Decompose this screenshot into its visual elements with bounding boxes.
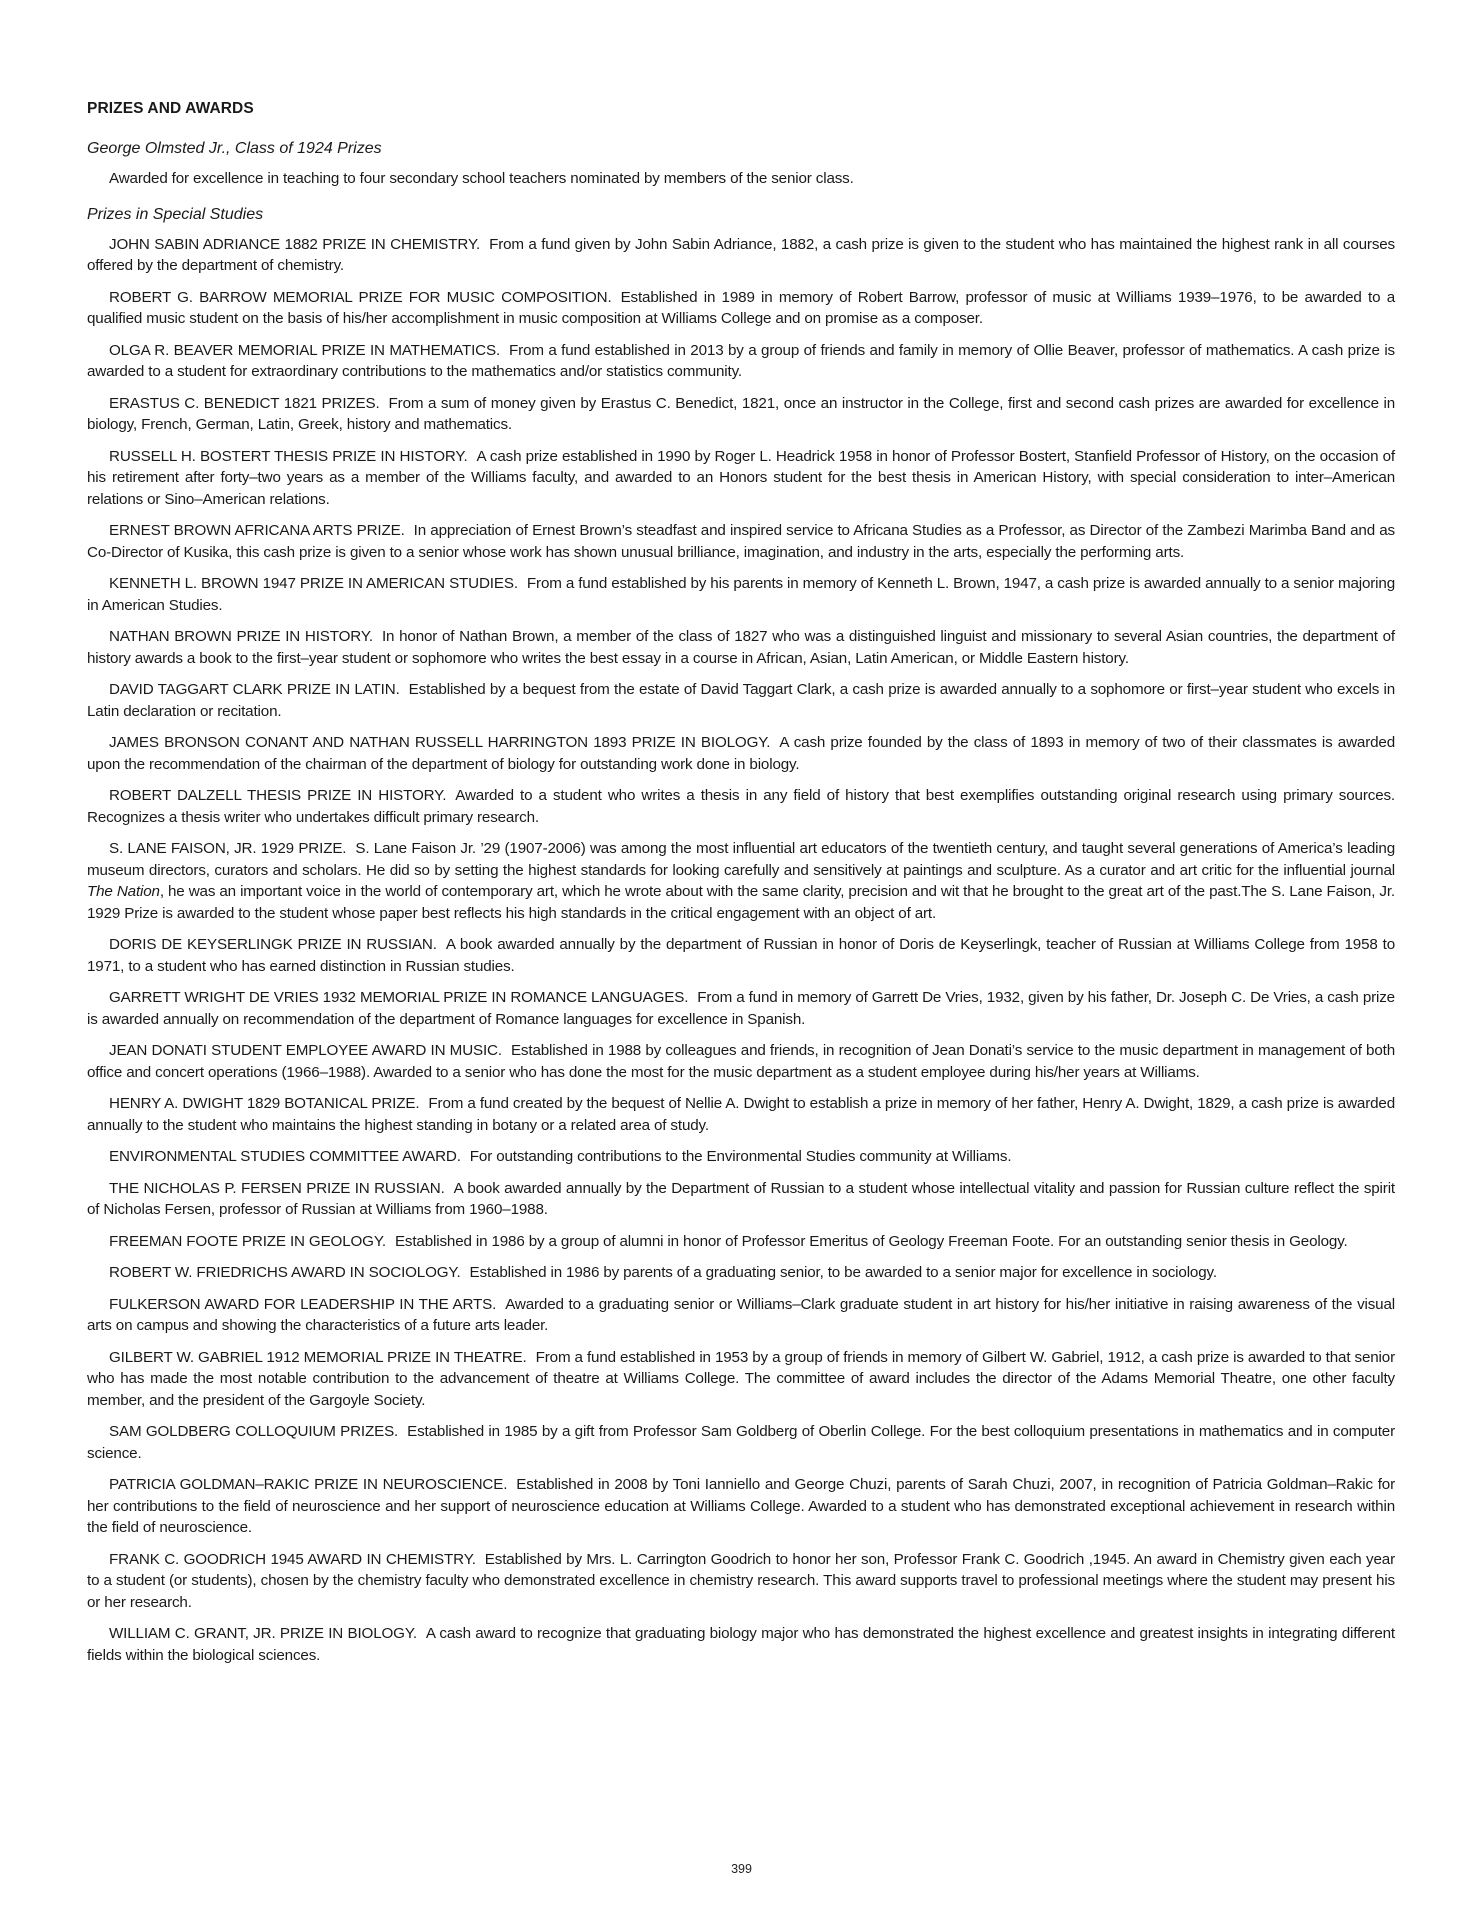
prize-name: HENRY A. DWIGHT 1829 BOTANICAL PRIZE.: [109, 1095, 420, 1112]
prize-name: DAVID TAGGART CLARK PRIZE IN LATIN.: [109, 681, 400, 698]
prize-entry: [87, 987, 1395, 1030]
prize-entry: [87, 679, 1395, 722]
section-title: PRIZES AND AWARDS: [87, 100, 254, 117]
prize-name: RUSSELL H. BOSTERT THESIS PRIZE IN HISTORY.: [109, 447, 468, 465]
prize-name: WILLIAM C. GRANT, JR. PRIZE IN BIOLOGY.: [109, 1625, 417, 1642]
prize-text: In honor of Nathan Brown, a member of the class of 1827 who was a distinguished linguist and missionary to several Asian countries, the department of history awards a book to the first–year student or sophomore who writes the best essay in a course in African, Asian, Latin American, or Middle Eastern history.: [87, 628, 1395, 667]
prize-text: Established in 1988 by colleagues and friends, in recognition of Jean Donati’s service to the music department in management of both office and concert operations (1966–1988). Awarded to a senior who has done the most for the music department as a student employee during his/her years at Williams.: [87, 1042, 1395, 1081]
prize-text: From a fund established in 2013 by a group of friends and family in memory of Ollie Beaver, professor of mathematics. A cash prize is awarded to a student for extraordinary contributions to the mathematics and/or statistics community.: [87, 341, 1395, 380]
prize-text: Established in 1986 by parents of a graduating senior, to be awarded to a senior major for excellence in sociology.: [469, 1264, 1217, 1281]
prize-text: Established in 1989 in memory of Robert Barrow, professor of music at Williams 1939–1976, to be awarded to a qualified music student on the basis of his/her accomplishment in music composition at Williams College and on promise as a composer.: [87, 288, 1395, 327]
prize-entry: [87, 785, 1395, 828]
prize-text: Awarded to a graduating senior or Williams–Clark graduate student in art history for his/her initiative in raising awareness of the visual arts on campus and showing the characteristics of a future arts leader.: [87, 1295, 1396, 1334]
prize-name: FREEMAN FOOTE PRIZE IN GEOLOGY.: [109, 1232, 386, 1250]
prize-entry: [87, 1347, 1395, 1412]
prize-text: From a fund created by the bequest of Nellie A. Dwight to establish a prize in memory of her father, Henry A. Dwight, 1829, a cash prize is awarded annually to the student who maintains the highest standing in botany or a related area of study.: [87, 1095, 1395, 1134]
prize-entry: [87, 340, 1395, 383]
prize-name: SAM GOLDBERG COLLOQUIUM PRIZES.: [109, 1423, 399, 1440]
prize-name: OLGA R. BEAVER MEMORIAL PRIZE IN MATHEMATICS.: [109, 341, 501, 359]
prize-text: Established by Mrs. L. Carrington Goodrich to honor her son, Professor Frank C. Goodrich ,1945. An award in Chemistry given each year to a student (or students), chosen by the chemistry faculty who demonstrated excellence in chemistry research. This award supports travel to professional meetings where the student may present his or her research.: [87, 1550, 1395, 1611]
prize-entry: [87, 1421, 1395, 1464]
prize-text: From a fund in memory of Garrett De Vries, 1932, given by his father, Dr. Joseph C. De Vries, a cash prize is awarded annually on recommendation of the department of Romance languages for excellence in Spanish.: [87, 989, 1395, 1028]
prize-name: PATRICIA GOLDMAN–RAKIC PRIZE IN NEUROSCIENCE.: [109, 1476, 508, 1493]
prize-text: From a sum of money given by Erastus C. Benedict, 1821, once an instructor in the College, first and second cash prizes are awarded for excellence in biology, French, German, Latin, Greek, history and mathematics.: [87, 394, 1396, 433]
prize-text: Established in 2008 by Toni Ianniello and George Chuzi, parents of Sarah Chuzi, 2007, in recognition of Patricia Goldman–Rakic for her contributions to the field of neuroscience and her support of neuroscience education at Williams College. Awarded to a student who has demonstrated exceptional achievement in research within the field of neuroscience.: [87, 1476, 1395, 1536]
prize-entry: [87, 446, 1395, 511]
prize-name: DORIS DE KEYSERLINGK PRIZE IN RUSSIAN.: [109, 936, 437, 953]
prize-name: ROBERT DALZELL THESIS PRIZE IN HISTORY.: [109, 787, 447, 804]
prize-entry: [87, 732, 1395, 775]
prize-text: Established by a bequest from the estate of David Taggart Clark, a cash prize is awarded annually to a sophomore or first–year student who excels in Latin declaration or recitation.: [87, 681, 1395, 720]
prize-entry: [87, 1262, 1395, 1284]
prize-entry: [87, 1231, 1395, 1253]
prize-name: ERASTUS C. BENEDICT 1821 PRIZES.: [109, 394, 380, 412]
olmsted-description: Awarded for excellence in teaching to four secondary school teachers nominated by members of the senior class.: [109, 170, 854, 187]
prize-name: GILBERT W. GABRIEL 1912 MEMORIAL PRIZE IN THEATRE.: [109, 1348, 527, 1366]
prize-text: A cash award to recognize that graduating biology major who has demonstrated the highest excellence and greatest insights in integrating different fields within the biological sciences.: [87, 1625, 1395, 1664]
prize-name: FRANK C. GOODRICH 1945 AWARD IN CHEMISTRY.: [109, 1550, 476, 1568]
prize-text: From a fund given by John Sabin Adriance, 1882, a cash prize is given to the student who has maintained the highest rank in all courses offered by the department of chemistry.: [87, 235, 1395, 274]
subhead-olmsted-prizes: George Olmsted Jr., Class of 1924 Prizes: [87, 140, 382, 157]
prize-name: JEAN DONATI STUDENT EMPLOYEE AWARD IN MUSIC.: [109, 1042, 502, 1059]
prize-entry: [87, 934, 1395, 977]
prize-entry: [87, 1474, 1395, 1539]
prize-text: A cash prize founded by the class of 1893 in memory of two of their classmates is awarded upon the recommendation of the chairman of the department of biology for outstanding work done in biology.: [87, 734, 1395, 773]
prize-text: Established in 1986 by a group of alumni in honor of Professor Emeritus of Geology Freeman Foote. For an outstanding senior thesis in Geology.: [394, 1232, 1348, 1250]
prize-entry: [87, 1294, 1395, 1337]
prize-text: Awarded to a student who writes a thesis in any field of history that best exemplifies outstanding original research using primary sources. Recognizes a thesis writer who undertakes difficult primary research.: [87, 787, 1396, 826]
subhead-special-studies: Prizes in Special Studies: [87, 205, 264, 223]
prize-entry: [87, 573, 1395, 616]
prize-name: KENNETH L. BROWN 1947 PRIZE IN AMERICAN STUDIES.: [109, 575, 518, 592]
prize-name: ROBERT G. BARROW MEMORIAL PRIZE FOR MUSIC COMPOSITION.: [109, 288, 612, 306]
prize-name: JOHN SABIN ADRIANCE 1882 PRIZE IN CHEMISTRY.: [109, 235, 481, 253]
prize-text: A book awarded annually by the Department of Russian to a student whose intellectual vitality and passion for Russian culture reflect the spirit of Nicholas Fersen, professor of Russian at Williams from 1960–1988.: [87, 1179, 1395, 1218]
prize-list: [87, 234, 1395, 1667]
prize-entry: [87, 1093, 1395, 1136]
prize-text: Established in 1985 by a gift from Professor Sam Goldberg of Oberlin College. For the best colloquium presentations in mathematics and in computer science.: [87, 1423, 1395, 1462]
prize-entry: [87, 520, 1395, 563]
prize-text: S. Lane Faison Jr. ’29 (1907-2006) was among the most influential art educators of the twentieth century, and taught several generations of America’s leading museum directors, curators and scholars. He did so by setting the highest standards for looking carefully and sensitively at paintings and sculpture. As a curator and art critic for the influential journal: [87, 840, 1395, 879]
prize-entry: [87, 287, 1395, 330]
prize-text: A cash prize established in 1990 by Roger L. Headrick 1958 in honor of Professor Bostert, Stanfield Professor of History, on the occasion of his retirement after forty–two years as a member of the Williams faculty, and awarded to an Honors student for the best thesis in American History, with special consideration to inter–American relations or Sino–American relations.: [87, 447, 1395, 508]
prize-entry: [87, 1549, 1395, 1614]
prize-text: For outstanding contributions to the Environmental Studies community at Williams.: [469, 1148, 1012, 1165]
page-number: 399: [731, 1862, 752, 1876]
prize-text: From a fund established in 1953 by a group of friends in memory of Gilbert W. Gabriel, 1912, a cash prize is awarded to that senior who has made the most notable contribution to the advancement of theatre at Williams College. The committee of award includes the director of the Adams Memorial Theatre, one other faculty member, and the president of the Gargoyle Society.: [87, 1348, 1395, 1409]
prize-name: ROBERT W. FRIEDRICHS AWARD IN SOCIOLOGY.: [109, 1264, 461, 1281]
prize-entry: [87, 1040, 1395, 1083]
document-page: [87, 100, 1395, 1676]
prize-text: From a fund established by his parents in memory of Kenneth L. Brown, 1947, a cash prize is awarded annually to a senior majoring in American Studies.: [87, 575, 1395, 614]
prize-name: GARRETT WRIGHT DE VRIES 1932 MEMORIAL PRIZE IN ROMANCE LANGUAGES.: [109, 989, 689, 1006]
prize-name: FULKERSON AWARD FOR LEADERSHIP IN THE ARTS.: [109, 1295, 497, 1313]
prize-entry: [87, 1623, 1395, 1666]
prize-text: A book awarded annually by the department of Russian in honor of Doris de Keyserlingk, teacher of Russian at Williams College from 1958 to 1971, to a student who has earned distinction in Russian studies.: [87, 936, 1396, 975]
prize-name: ENVIRONMENTAL STUDIES COMMITTEE AWARD.: [109, 1148, 461, 1165]
prize-name: JAMES BRONSON CONANT AND NATHAN RUSSELL HARRINGTON 1893 PRIZE IN BIOLOGY.: [109, 734, 771, 751]
prize-text: In appreciation of Ernest Brown’s steadfast and inspired service to Africana Studies as a Professor, as Director of the Zambezi Marimba Band and as Co-Director of Kusika, this cash prize is given to a senior whose work has shown unusual brilliance, imagination, and industry in the arts, especially the performing arts.: [87, 522, 1396, 561]
prize-name: S. LANE FAISON, JR. 1929 PRIZE.: [109, 840, 347, 857]
prize-entry: [87, 1146, 1395, 1168]
prize-entry: [87, 838, 1395, 924]
prize-name: ERNEST BROWN AFRICANA ARTS PRIZE.: [109, 522, 405, 539]
prize-name: THE NICHOLAS P. FERSEN PRIZE IN RUSSIAN.: [109, 1179, 445, 1197]
prize-entry: [87, 234, 1395, 277]
prize-entry: [87, 626, 1395, 669]
prize-text: , he was an important voice in the world of contemporary art, which he wrote about with the same clarity, precision and wit that he brought to the great art of the past.The S. Lane Faison, Jr. 1929 Prize is awarded to the student whose paper best reflects his high standards in the critical engagement with an object of art.: [87, 883, 1395, 922]
prize-entry: [87, 393, 1395, 436]
journal-title: The Nation: [87, 883, 160, 900]
prize-entry: [87, 1178, 1395, 1221]
prize-name: NATHAN BROWN PRIZE IN HISTORY.: [109, 628, 373, 645]
